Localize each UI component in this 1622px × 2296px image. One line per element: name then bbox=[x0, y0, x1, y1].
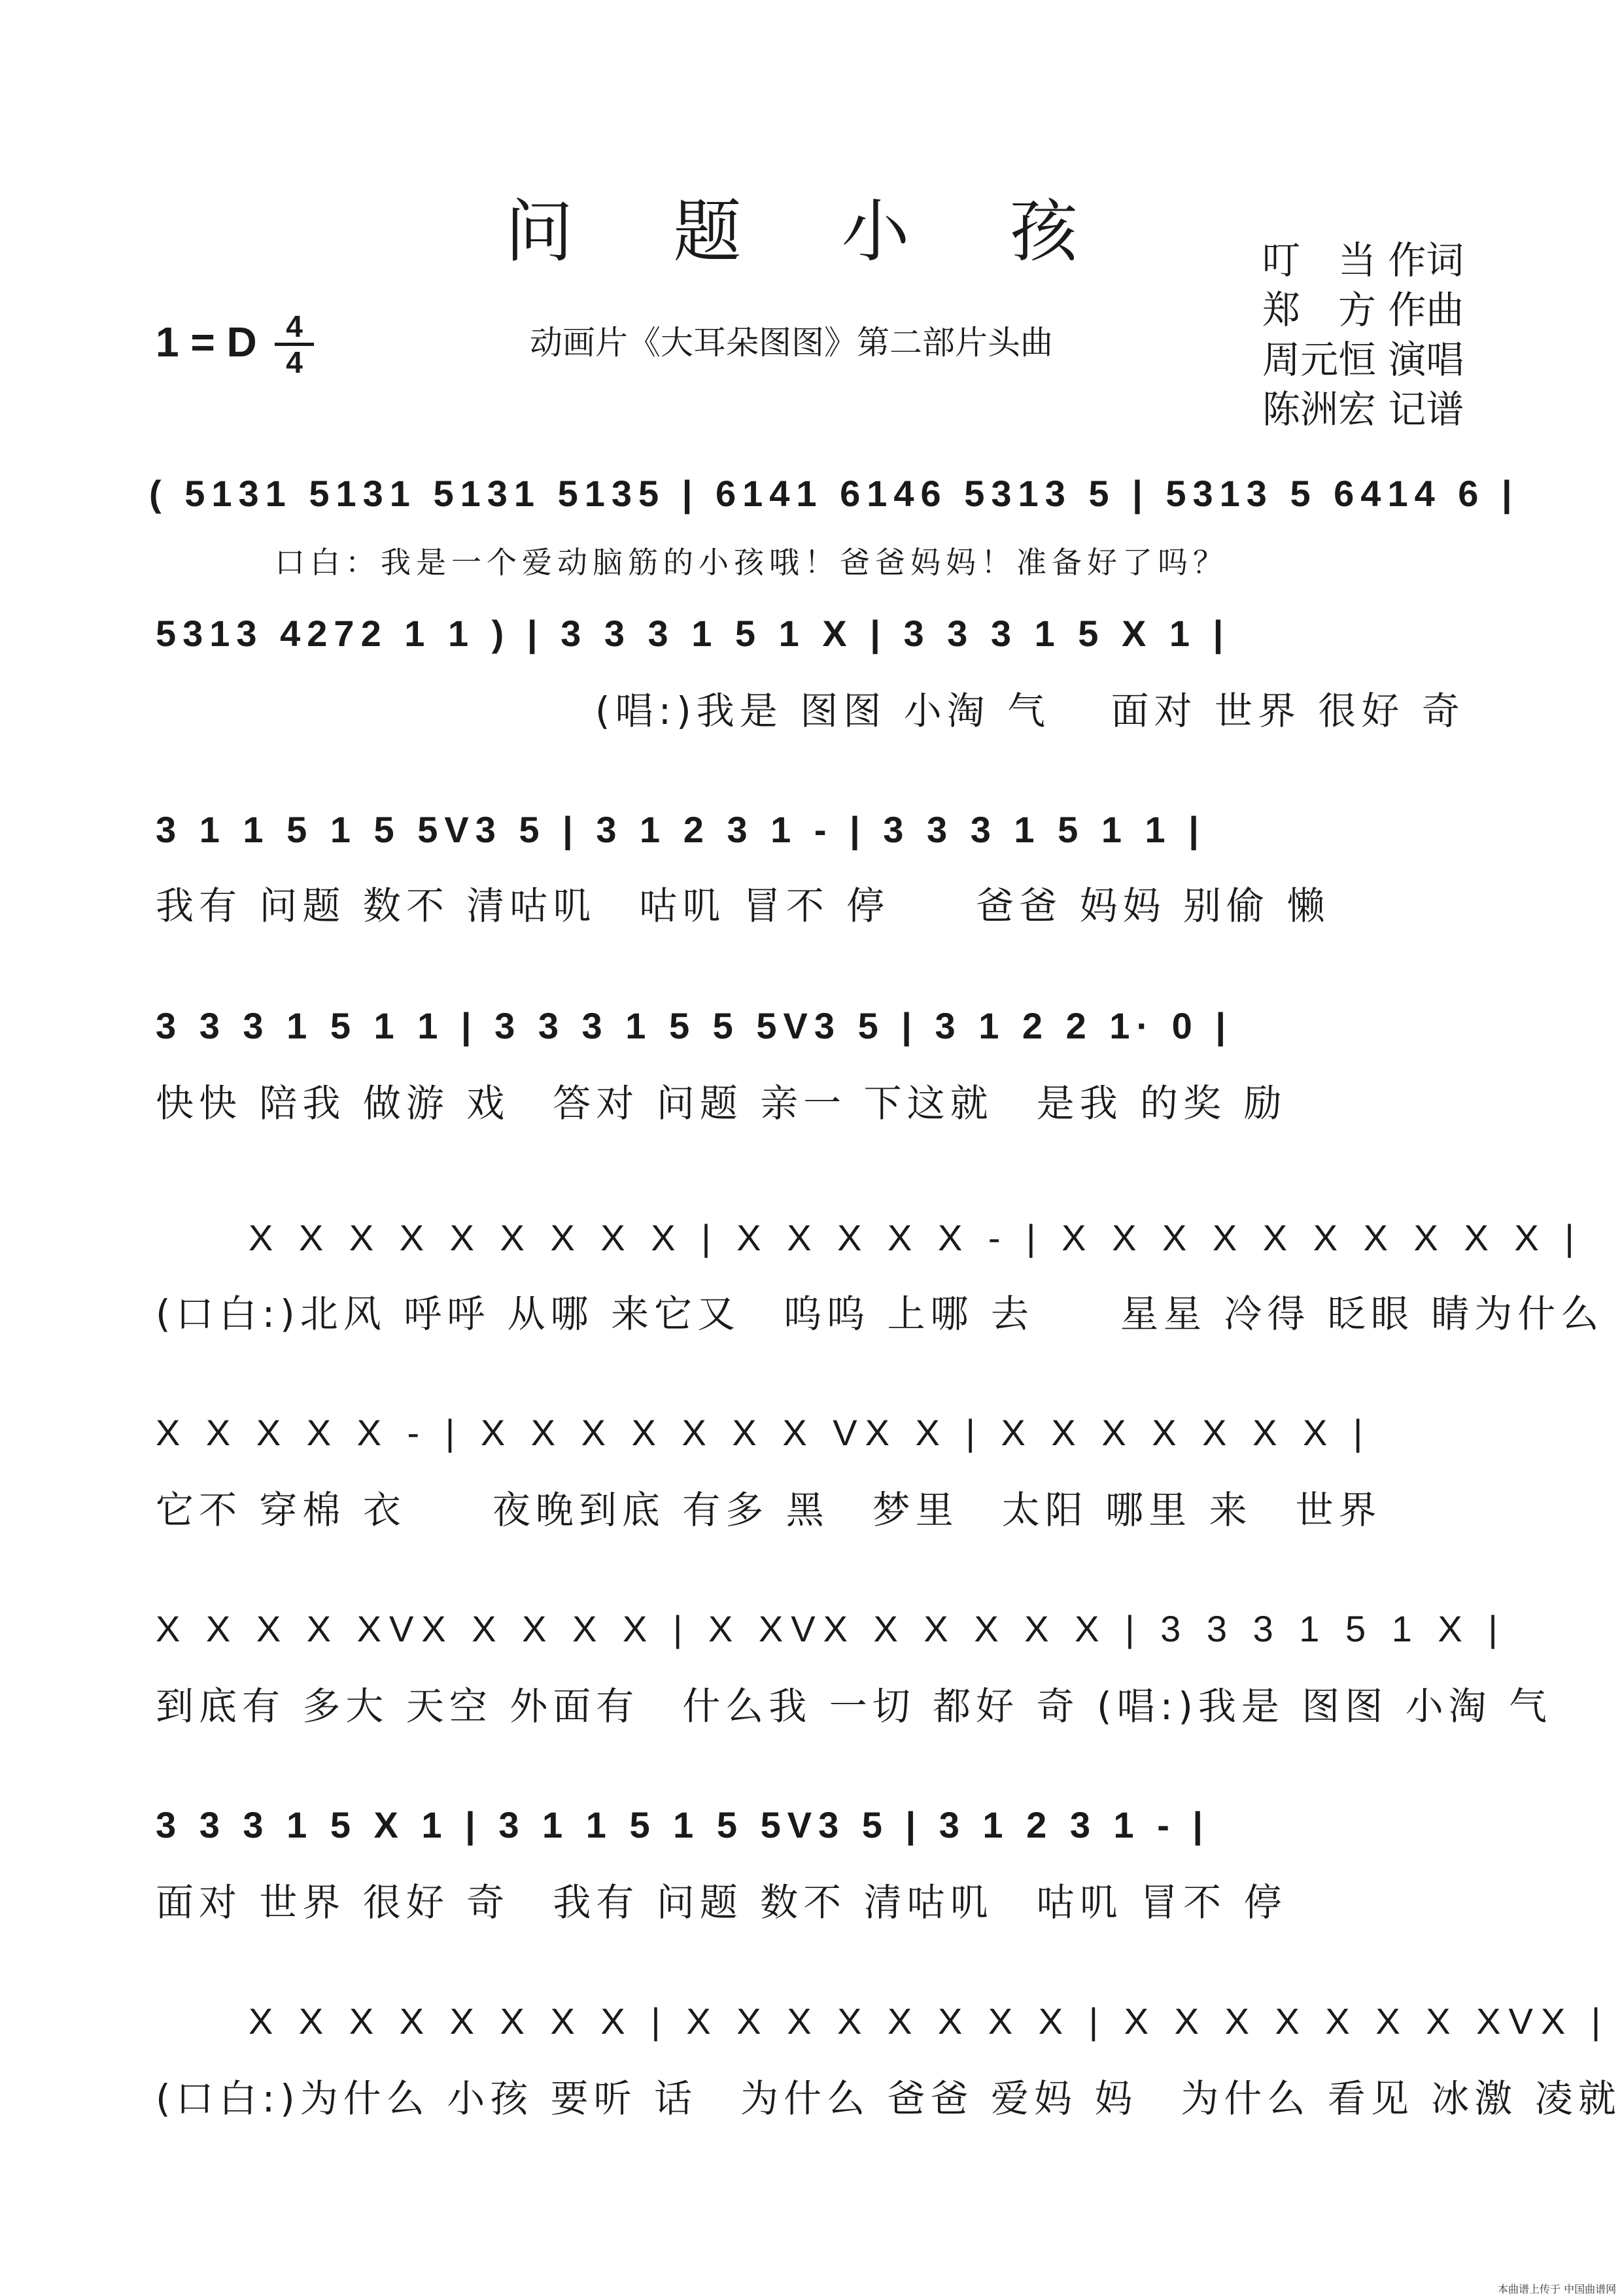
subtitle: 动画片《大耳朵图图》第二部片头曲 bbox=[530, 324, 1053, 362]
notation-system-8: 3 3 3 1 5 X 1 | 3 1 1 5 1 5 5V3 5 | 3 1 2 3 1 - | bbox=[156, 1804, 1210, 1845]
notation-system-2: 5313 4272 1 1 ) | 3 3 3 1 5 1 X | 3 3 3 1 5 X 1 | bbox=[156, 613, 1230, 654]
key-signature: 1 = D bbox=[156, 318, 257, 366]
watermark-footer: 本曲谱上传于 中国曲谱网 bbox=[1498, 2283, 1617, 2295]
lyrics-system-4: 快快 陪我 做游 戏 答对 问题 亲一 下这就 是我 的奖 励 bbox=[156, 1081, 1287, 1125]
credit-composer: 郑 方 作曲 bbox=[1262, 288, 1464, 332]
lyrics-system-2: (唱:)我是 图图 小淘 气 面对 世界 很好 奇 bbox=[595, 689, 1465, 733]
lyrics-system-3: 我有 问题 数不 清咕叽 咕叽 冒不 停 爸爸 妈妈 别偷 懒 bbox=[156, 883, 1330, 928]
notation-system-4: 3 3 3 1 5 1 1 | 3 3 3 1 5 5 5V3 5 | 3 1 2 2 1· 0 | bbox=[156, 1005, 1233, 1046]
credit-singer: 周元恒 演唱 bbox=[1262, 337, 1464, 382]
notation-system-6: X X X X X - | X X X X X X X VX X | X X X X X X X | bbox=[156, 1412, 1371, 1453]
notation-system-3: 3 1 1 5 1 5 5V3 5 | 3 1 2 3 1 - | 3 3 3 1 5 1 1 | bbox=[156, 809, 1205, 850]
notation-system-5: X X X X X X X X X | X X X X X - | X X X X X X X X X X | bbox=[249, 1217, 1582, 1258]
song-title: 问 题 小 孩 bbox=[505, 192, 1117, 271]
credit-lyricist: 叮 当 作词 bbox=[1262, 238, 1464, 283]
notation-system-7: X X X X XVX X X X X | X XVX X X X X X | 3 3 3 1 5 1 X | bbox=[156, 1608, 1506, 1649]
time-signature-denominator: 4 bbox=[286, 345, 303, 379]
lyrics-system-9: (口白:)为什么 小孩 要听 话 为什么 爸爸 爱妈 妈 为什么 看见 冰激 凌就 bbox=[156, 2076, 1621, 2121]
time-signature bbox=[275, 311, 314, 377]
notation-system-9: X X X X X X X X | X X X X X X X X | X X X X X X X XVX | bbox=[249, 2000, 1609, 2042]
time-signature-numerator: 4 bbox=[275, 311, 314, 346]
lyrics-system-7: 到底有 多大 天空 外面有 什么我 一切 都好 奇 (唱:)我是 图图 小淘 气 bbox=[156, 1684, 1553, 1728]
credit-transcriber: 陈洲宏 记谱 bbox=[1262, 387, 1464, 432]
lyrics-system-1: 口白：我是一个爱动脑筋的小孩哦！爸爸妈妈！准备好了吗？ bbox=[275, 545, 1228, 580]
lyrics-system-5: (口白:)北风 呼呼 从哪 来它又 呜呜 上哪 去 星星 冷得 眨眼 睛为什么 bbox=[156, 1292, 1604, 1336]
lyrics-system-8: 面对 世界 很好 奇 我有 问题 数不 清咕叽 咕叽 冒不 停 bbox=[156, 1880, 1287, 1925]
lyrics-system-6: 它不 穿棉 衣 夜晚到底 有多 黑 梦里 太阳 哪里 来 世界 bbox=[156, 1488, 1382, 1532]
credits bbox=[1262, 235, 1464, 434]
notation-system-1: ( 5131 5131 5131 5135 | 6141 6146 5313 5 | 5313 5 6414 6 | bbox=[149, 473, 1519, 514]
